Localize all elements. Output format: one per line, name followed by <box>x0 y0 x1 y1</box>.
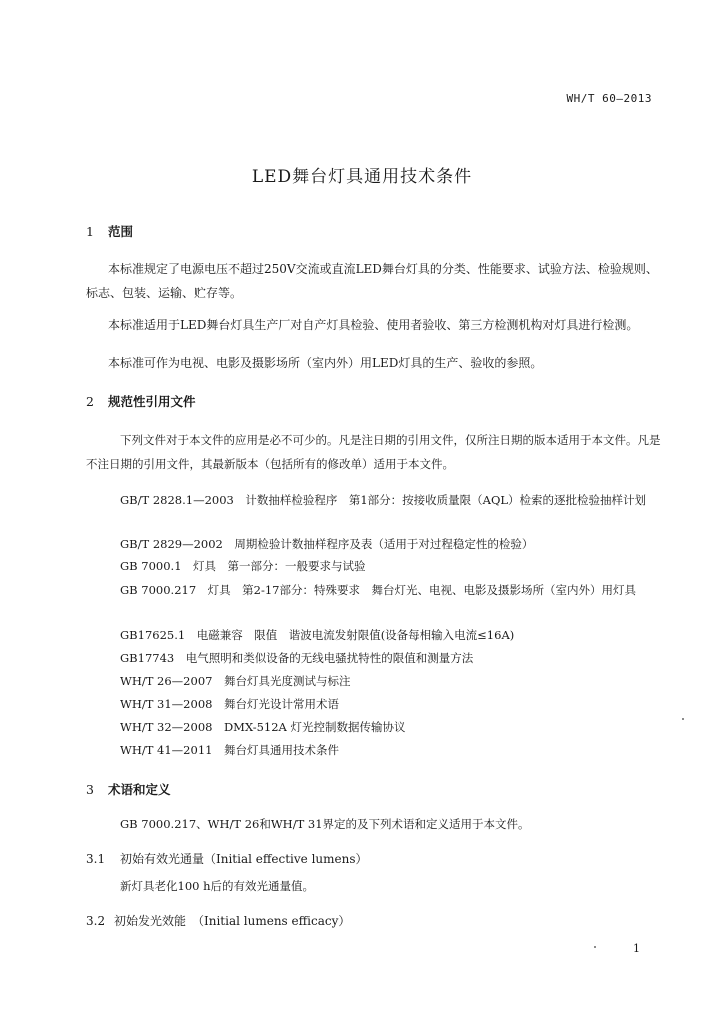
scope-paragraph-1: 本标准规定了电源电压不超过250V交流或直流LED舞台灯具的分类、性能要求、试验方法、检验规则、标志、包装、运输、贮存等。 <box>86 262 658 300</box>
scan-speck <box>682 718 684 720</box>
reference-item: GB17743 电气照明和类似设备的无线电骚扰特性的限值和测量方法 <box>120 651 474 665</box>
section-number: 2 <box>86 394 94 409</box>
reference-item: WH/T 32—2008 DMX-512A 灯光控制数据传输协议 <box>120 720 406 734</box>
term-3-1-heading <box>86 850 368 867</box>
term-3-2-heading <box>86 912 350 929</box>
section-1-heading <box>86 222 133 240</box>
document-title: LED舞台灯具通用技术条件 <box>251 167 473 187</box>
reference-item: GB17625.1 电磁兼容 限值 谐波电流发射限值(设备每相输入电流≤16A) <box>120 628 515 642</box>
reference-item: GB 7000.217 灯具 第2-17部分：特殊要求 舞台灯光、电视、电影及摄影场所（室内外）用灯具 <box>120 583 636 597</box>
section-number: 3 <box>86 782 94 797</box>
section-title: 范围 <box>108 224 134 239</box>
reference-item: WH/T 26—2007 舞台灯具光度测试与标注 <box>120 674 351 688</box>
terms-intro: GB 7000.217、WH/T 26和WH/T 31界定的及下列术语和定义适用于本文件。 <box>120 817 530 831</box>
section-number: 1 <box>86 224 94 239</box>
reference-item: WH/T 41—2011 舞台灯具通用技术条件 <box>120 743 339 757</box>
standard-number: WH/T 60—2013 <box>566 92 652 105</box>
scan-speck <box>594 946 596 948</box>
term-number: 3.2 <box>86 914 106 928</box>
term-title: 初始发光效能 （Initial lumens efficacy） <box>114 914 351 928</box>
section-2-heading <box>86 392 196 410</box>
scope-paragraph-3: 本标准可作为电视、电影及摄影场所（室内外）用LED灯具的生产、验收的参照。 <box>108 356 543 370</box>
term-number: 3.1 <box>86 852 106 866</box>
section-3-heading <box>86 780 171 798</box>
reference-item: GB/T 2828.1—2003 计数抽样检验程序 第1部分：按接收质量限（AQL）检索的逐批检验抽样计划 <box>120 493 647 507</box>
page-number: 1 <box>633 942 640 955</box>
term-3-1-definition: 新灯具老化100 h后的有效光通量值。 <box>120 879 315 893</box>
reference-item: WH/T 31—2008 舞台灯光设计常用术语 <box>120 697 339 711</box>
term-title: 初始有效光通量（Initial effective lumens） <box>120 852 368 866</box>
section-title: 规范性引用文件 <box>108 394 196 409</box>
references-intro: 下列文件对于本文件的应用是必不可少的。凡是注日期的引用文件，仅所注日期的版本适用于本文件。凡是不注日期的引用文件，其最新版本（包括所有的修改单）适用于本文件。 <box>86 433 661 471</box>
reference-item: GB 7000.1 灯具 第一部分：一般要求与试验 <box>120 559 366 573</box>
section-title: 术语和定义 <box>108 782 171 797</box>
scope-paragraph-2: 本标准适用于LED舞台灯具生产厂对自产灯具检验、使用者验收、第三方检测机构对灯具进行检测。 <box>108 318 639 332</box>
reference-item: GB/T 2829—2002 周期检验计数抽样程序及表（适用于对过程稳定性的检验） <box>120 537 534 551</box>
